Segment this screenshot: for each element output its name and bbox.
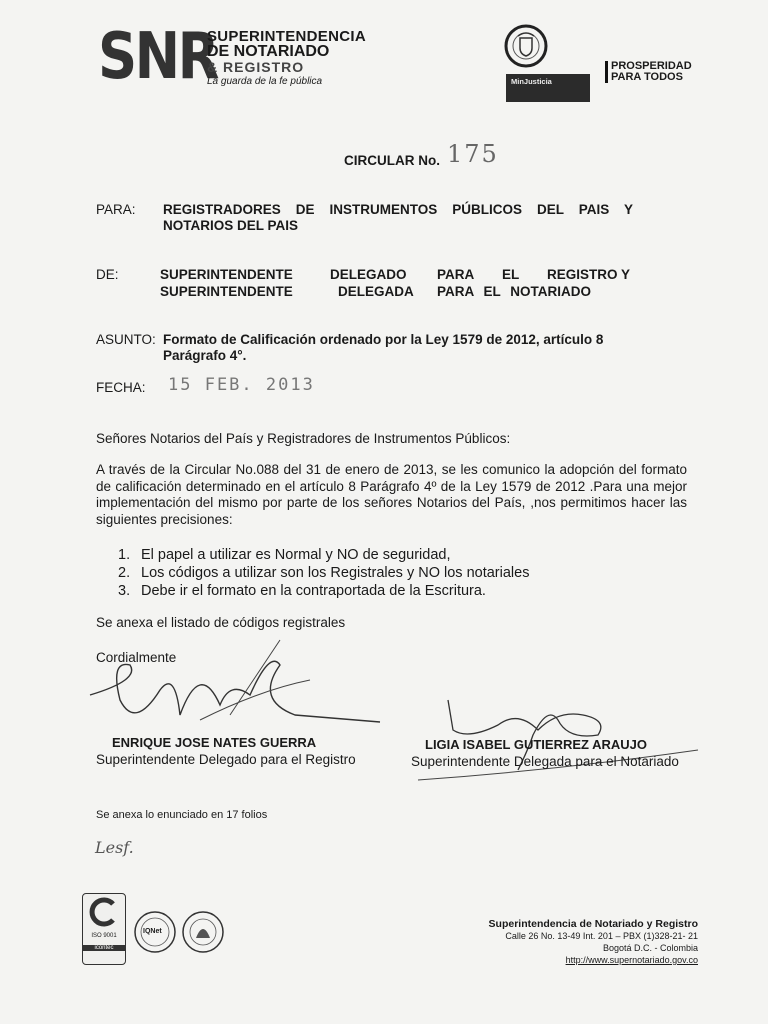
prosperity-line2: PARA TODOS (611, 71, 683, 83)
de-row1-word4: EL (502, 267, 520, 282)
list-text: El papel a utilizar es Normal y NO de seguridad, (141, 547, 451, 563)
footer-contact (489, 918, 698, 966)
signatory-title-right: Superintendente Delegada para el Notariado (411, 754, 679, 769)
signatory-name-right: LIGIA ISABEL GUTIERREZ ARAUJO (425, 737, 647, 752)
icontec-cert-logo (82, 893, 126, 965)
closing: Cordialmente (96, 650, 177, 665)
footer-org-name: Superintendencia de Notariado y Registro (488, 918, 698, 930)
signatory-title-left: Superintendente Delegado para el Registro (96, 752, 356, 767)
precisions-list (118, 546, 529, 600)
para-line1: REGISTRADORES DE INSTRUMENTOS PÚBLICOS DEL PAIS Y (163, 202, 633, 217)
cert-org: icontec (83, 945, 125, 951)
fecha-label: FECHA: (96, 380, 146, 395)
snr-logo: SNR (98, 20, 217, 94)
para-label: PARA: (96, 202, 136, 217)
annex-note: Se anexa el listado de códigos registrales (96, 615, 346, 630)
footer-website-link[interactable]: http://www.supernotariado.gov.co (565, 955, 698, 965)
circular-label: CIRCULAR No. (344, 153, 440, 168)
para-line2: NOTARIOS DEL PAIS (163, 218, 299, 233)
coat-of-arms-icon (504, 24, 548, 68)
cert-label: ISO 9001 (91, 933, 117, 939)
list-text: Debe ir el formato en la contraportada de la Escritura. (141, 583, 486, 599)
org-name-line2: DE NOTARIADO (207, 43, 330, 60)
list-item (118, 582, 529, 600)
body-paragraph: A través de la Circular No.088 del 31 de enero de 2013, se les comunico la adopción del formato de calificación determinado en el artículo 8 Parágrafo 4º de la Ley 1579 de 2012 .Para una mejor implementación del mismo por parte de los señores Notarios del País, ,nos permitimos hacer las siguientes precisiones: (96, 462, 687, 527)
quality-seal-icon (181, 910, 225, 954)
list-number: 2. (118, 565, 131, 581)
de-row1-word5: REGISTRO Y (547, 267, 631, 282)
prosperity-line1: PROSPERIDAD (611, 60, 692, 72)
fecha-stamp: 15 FEB. 2013 (168, 375, 315, 395)
iqnet-label: IQNet (143, 928, 162, 935)
asunto-line2: Parágrafo 4°. (163, 348, 247, 363)
footer-city: Bogotá D.C. - Colombia (602, 943, 698, 953)
org-tagline: La guarda de la fe pública (207, 76, 323, 87)
de-row2-word3: PARA EL NOTARIADO (437, 284, 592, 299)
handwritten-initials: Lesf. (95, 838, 134, 857)
list-number: 1. (118, 547, 131, 563)
list-item (118, 546, 529, 564)
ministry-badge (506, 74, 590, 102)
org-name-line3: & REGISTRO (207, 59, 305, 75)
salutation: Señores Notarios del País y Registradores de Instrumentos Públicos: (96, 431, 511, 446)
de-row2-word1: SUPERINTENDENTE (160, 284, 293, 299)
de-row1-word1: SUPERINTENDENTE (160, 267, 293, 282)
folios-note: Se anexa lo enunciado en 17 folios (96, 809, 268, 821)
de-row1-word3: PARA (437, 267, 475, 282)
de-label: DE: (96, 267, 119, 282)
list-item (118, 564, 529, 582)
signature-left-icon (80, 620, 400, 750)
footer-address: Calle 26 No. 13-49 Int. 201 – PBX (1)328-21- 21 (505, 931, 698, 941)
signatory-name-left: ENRIQUE JOSE NATES GUERRA (112, 735, 317, 750)
list-text: Los códigos a utilizar son los Registrales y NO los notariales (141, 565, 530, 581)
ministry-label: MinJusticia (511, 77, 552, 86)
list-number: 3. (118, 583, 131, 599)
circular-number: 175 (447, 140, 499, 168)
de-row1-word2: DELEGADO (330, 267, 407, 282)
org-name-line1: SUPERINTENDENCIA (207, 28, 366, 45)
asunto-label: ASUNTO: (96, 332, 156, 347)
asunto-line1: Formato de Calificación ordenado por la Ley 1579 de 2012, artículo 8 (163, 332, 604, 347)
prosperity-logo (605, 61, 692, 83)
de-row2-word2: DELEGADA (338, 284, 414, 299)
icontec-icon (83, 894, 125, 928)
